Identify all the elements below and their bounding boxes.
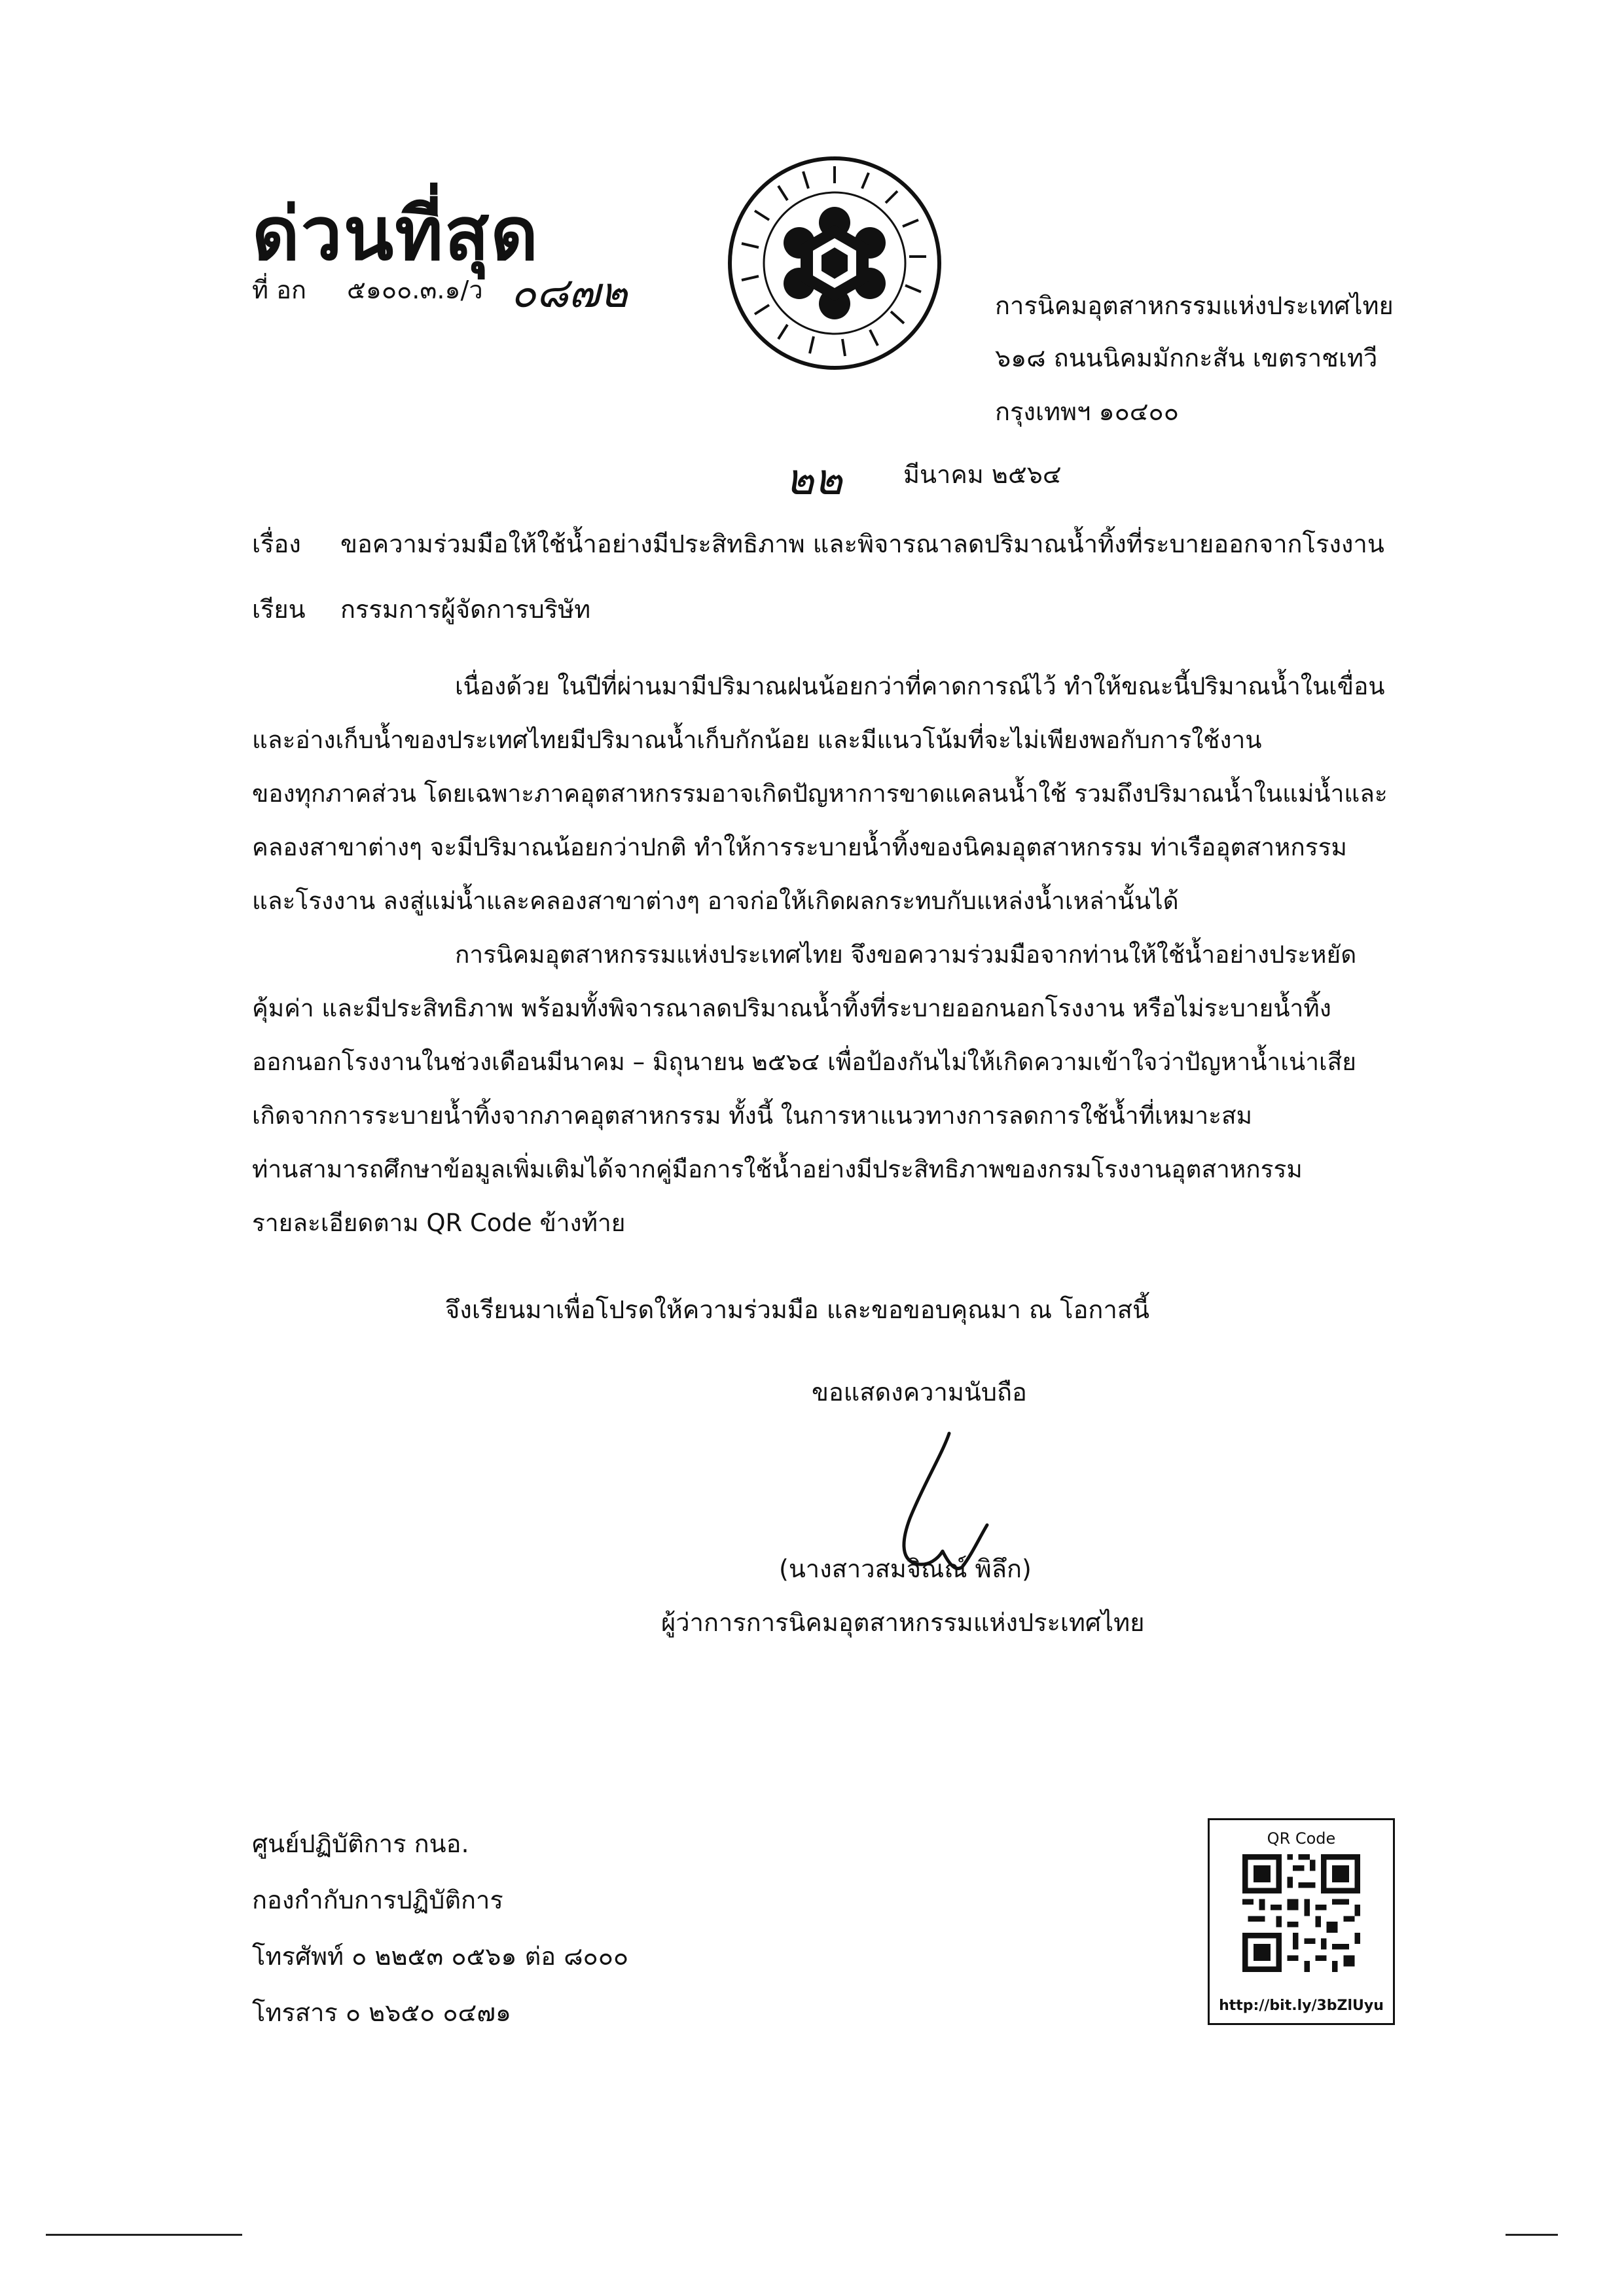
closing-sentence: จึงเรียนมาเพื่อโปรดให้ความร่วมมือ และขอขอบคุณมา ณ โอกาสนี้ [445, 1295, 1149, 1324]
paragraph-line: เนื่องด้วย ในปีที่ผ่านมามีปริมาณฝนน้อยกว่าที่คาดการณ์ไว้ ทำให้ขณะนี้ปริมาณน้ำในเขื่อน [455, 672, 1385, 700]
subject-label: เรื่อง [252, 529, 301, 558]
qr-code-icon[interactable] [1242, 1854, 1360, 1972]
contact-line: กองกำกับการปฏิบัติการ [252, 1886, 503, 1914]
ieat-seal-icon [723, 152, 946, 374]
urgency-heading: ด่วนที่สุด [252, 192, 540, 277]
body-paragraph [252, 928, 1430, 1250]
doc-number-value: ๕๑๐๐.๓.๑/ว [347, 276, 483, 304]
footer-divider [1506, 2234, 1558, 2236]
body-paragraph [252, 660, 1430, 928]
paragraph-line: การนิคมอุตสาหกรรมแห่งประเทศไทย จึงขอความร่วมมือจากท่านให้ใช้น้ำอย่างประหยัด [455, 941, 1357, 969]
paragraph-line: และโรงงาน ลงสู่แม่น้ำและคลองสาขาต่างๆ อาจก่อให้เกิดผลกระทบกับแหล่งน้ำเหล่านั้นได้ [252, 887, 1179, 915]
paragraph-line: รายละเอียดตาม QR Code ข้างท้าย [252, 1209, 626, 1237]
paragraph-line: ท่านสามารถศึกษาข้อมูลเพิ่มเติมได้จากคู่มือการใช้น้ำอย่างมีประสิทธิภาพของกรมโรงงานอุตสาหกรรม [252, 1155, 1303, 1183]
recipient-text: กรรมการผู้จัดการบริษัท [340, 595, 591, 624]
signer-name: (นางสาวสมจิณณ์ พิลึก) [779, 1554, 1032, 1583]
date-day-handwritten: ๒๒ [785, 454, 843, 505]
paragraph-line: เกิดจากการระบายน้ำทิ้งจากภาคอุตสาหกรรม ทั้งนี้ ในการหาแนวทางการลดการใช้น้ำที่เหมาะสม [252, 1102, 1253, 1130]
recipient-label: เรียน [252, 595, 306, 624]
date-month-year: มีนาคม ๒๕๖๔ [903, 460, 1062, 489]
paragraph-line: คลองสาขาต่างๆ จะมีปริมาณน้อยกว่าปกติ ทำให้การระบายน้ำทิ้งของนิคมอุตสาหกรรม ท่าเรืออุตสาหกรรม [252, 833, 1347, 861]
contact-line: ศูนย์ปฏิบัติการ กนอ. [252, 1829, 469, 1858]
paragraph-line: ของทุกภาคส่วน โดยเฉพาะภาคอุตสาหกรรมอาจเกิดปัญหาการขาดแคลนน้ำใช้ รวมถึงปริมาณน้ำในแม่น้ำและ [252, 780, 1388, 808]
paragraph-line: คุ้มค่า และมีประสิทธิภาพ พร้อมทั้งพิจารณาลดปริมาณน้ำทิ้งที่ระบายออกนอกโรงงาน หรือไม่ระบายน้ำทิ้ง [252, 994, 1331, 1022]
qr-url-link[interactable]: http://bit.ly/3bZlUyu [1219, 1998, 1384, 2014]
doc-number-label: ที่ อก [252, 276, 306, 304]
subject-text: ขอความร่วมมือให้ใช้น้ำอย่างมีประสิทธิภาพ และพิจารณาลดปริมาณน้ำทิ้งที่ระบายออกจากโรงงาน [340, 529, 1384, 558]
qr-code-box[interactable] [1208, 1818, 1395, 2025]
doc-number-handwritten: ๐๘๗๒ [511, 269, 628, 317]
contact-fax: โทรสาร ๐ ๒๖๕๐ ๐๔๗๑ [252, 1998, 512, 2027]
contact-phone: โทรศัพท์ ๐ ๒๒๕๓ ๐๕๖๑ ต่อ ๘๐๐๐ [252, 1942, 629, 1971]
signer-title: ผู้ว่าการการนิคมอุตสาหกรรมแห่งประเทศไทย [661, 1608, 1145, 1637]
footer-divider [46, 2234, 242, 2236]
paragraph-line: และอ่างเก็บน้ำของประเทศไทยมีปริมาณน้ำเก็บกักน้อย และมีแนวโน้มที่จะไม่เพียงพอกับการใช้งาน [252, 726, 1262, 754]
qr-title: QR Code [1267, 1829, 1336, 1848]
sender-address-line: กรุงเทพฯ ๑๐๔๐๐ [995, 397, 1179, 426]
paragraph-line: ออกนอกโรงงานในช่วงเดือนมีนาคม – มิถุนายน ๒๕๖๔ เพื่อป้องกันไม่ให้เกิดความเข้าใจว่าปัญหาน้ำเน่าเสีย [252, 1048, 1356, 1076]
sender-address-line: การนิคมอุตสาหกรรมแห่งประเทศไทย [995, 291, 1394, 320]
regards-text: ขอแสดงความนับถือ [812, 1378, 1027, 1407]
sender-address-line: ๖๑๘ ถนนนิคมมักกะสัน เขตราชเทวี [995, 344, 1378, 372]
